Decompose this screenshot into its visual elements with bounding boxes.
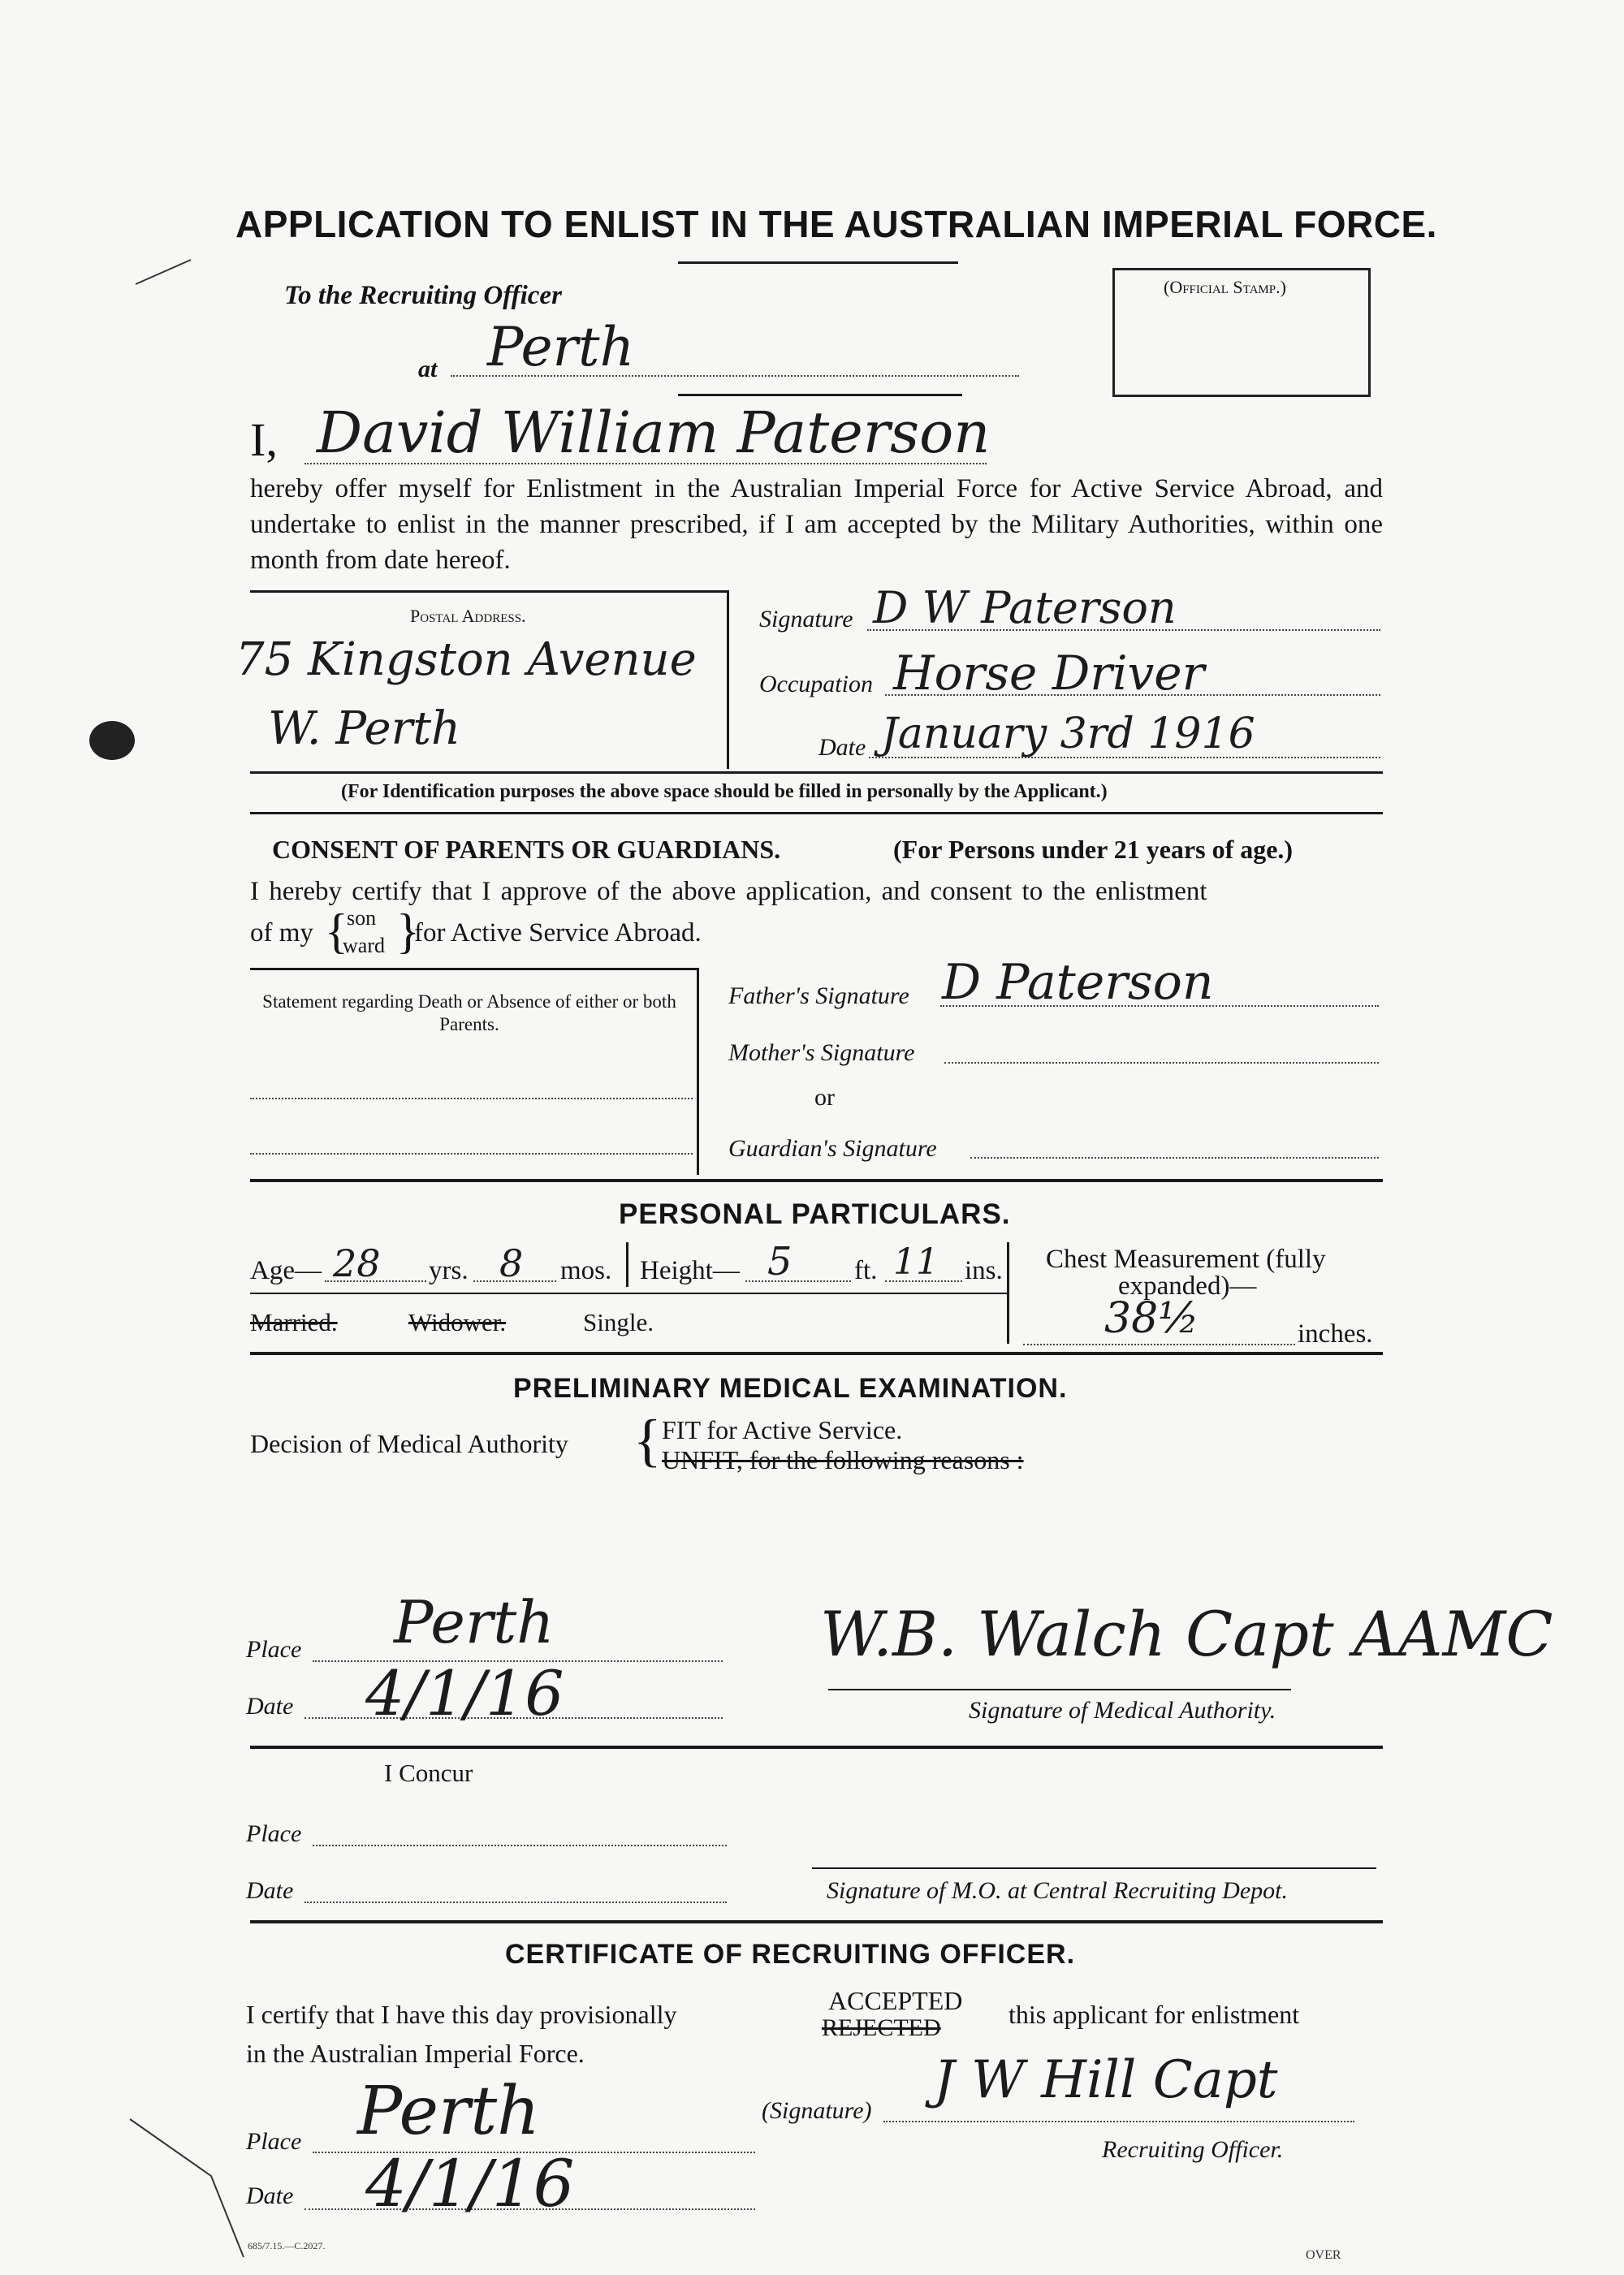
form-title: APPLICATION TO ENLIST IN THE AUSTRALIAN IMPERIAL FORCE. [235,203,1437,245]
single-label: Single. [583,1308,654,1336]
at-label: at [418,356,438,382]
unfit-label: UNFIT, for the following reasons : [662,1445,1024,1474]
personal-mid-rule [250,1293,1008,1294]
medical-date-label: Date [246,1693,294,1720]
mo-signature-rule [812,1867,1376,1869]
concur-date-line [304,1902,727,1903]
guardians-signature-line [970,1157,1379,1159]
inches-label: inches. [1298,1319,1373,1349]
rec-place-value: Perth [357,2073,540,2150]
medical-brace: { [633,1408,662,1473]
yrs-label: yrs. [429,1256,469,1285]
rejected-label: REJECTED [822,2014,941,2041]
medical-date-value: 4/1/16 [365,1657,564,1729]
chest-label-2: expanded)— [1118,1271,1257,1301]
medical-signature-rule [828,1689,1291,1690]
date-label: Date [818,734,866,761]
i-label: I, [250,413,278,466]
offer-paragraph: hereby offer myself for Enlistment in the Australian Imperial Force for Active Service Abroad, and undertake to enlist in the manner prescribed, if I am accepted by the Military Authorities, within one month from date hereof. [250,474,1383,575]
height-in: 11 [893,1241,939,1283]
pencil-mark-left-line [136,260,191,284]
medical-place-value: Perth [394,1588,555,1656]
address-line1: 75 Kingston Avenue [235,633,697,686]
ft-label: ft. [854,1256,878,1285]
mos-label: mos. [560,1256,612,1285]
address-box-top [250,590,729,593]
medical-signature-label: Signature of Medical Authority. [969,1697,1276,1724]
height-ft-line [745,1280,851,1282]
officer-signature-line [883,2121,1354,2122]
certify-text-2: this applicant for enlistment [1009,2000,1300,2029]
pencil-mark-left [134,256,199,288]
address-line2: W. Perth [268,702,461,755]
corner-scribble-path [130,2119,244,2257]
rec-place-label: Place [246,2128,302,2155]
certify-text-1: I certify that I have this day provisionally [246,2000,677,2029]
consent-text-2b: for Active Service Abroad. [414,918,702,948]
concur-place-line [313,1845,727,1846]
consent-heading: CONSENT OF PARENTS OR GUARDIANS. [272,835,781,864]
consent-brace-open: { [325,904,348,958]
concur-rule-bottom [250,1920,1383,1923]
ink-blot [81,714,146,771]
statement-label: Statement regarding Death or Absence of either or both Parents. [262,991,676,1034]
personal-divider-1 [626,1242,628,1287]
fathers-signature-label: Father's Signature [728,982,909,1009]
mothers-signature-line [944,1062,1379,1064]
corner-mark: OVER [1306,2248,1341,2262]
married-label: Married. [250,1308,338,1336]
concur-date-label: Date [246,1877,294,1904]
consent-son: son [347,906,377,930]
medical-signature-value: W.B. Walch Capt AAMC [820,1598,1553,1670]
age-label: Age— [250,1256,322,1285]
consent-text-2a: of my [250,918,313,948]
age-years: 28 [333,1241,381,1285]
statement-line-1 [250,1098,693,1099]
identification-note: (For Identification purposes the above space should be filled in personally by the Applicant.) [341,781,1108,802]
officer-signature-value: J W Hill Capt [934,2050,1278,2110]
height-label: Height— [640,1256,740,1285]
certify-text-3: in the Australian Imperial Force. [246,2039,585,2068]
mothers-signature-label: Mother's Signature [728,1039,915,1066]
or-label: or [814,1084,835,1111]
recruiting-officer-label: Recruiting Officer. [1102,2136,1284,2163]
to-recruiting-officer: To the Recruiting Officer [284,281,562,310]
accepted-label: ACCEPTED [828,1986,963,2015]
widower-label: Widower. [408,1308,507,1336]
personal-heading: PERSONAL PARTICULARS. [619,1198,1011,1230]
applicant-name: David William Paterson [317,399,991,466]
identification-rule-bottom [250,812,1383,814]
consent-ward: ward [343,934,385,957]
medical-place-label: Place [246,1636,302,1663]
rule-under-at [678,394,962,396]
date-value: January 3rd 1916 [881,710,1255,758]
identification-rule-top [250,771,1383,774]
parents-box-top [250,968,697,970]
parents-box-right [697,968,699,1175]
official-stamp-box [1112,268,1371,397]
consent-heading-note: (For Persons under 21 years of age.) [893,835,1294,864]
chest-line [1023,1344,1295,1345]
rec-date-label: Date [246,2182,294,2209]
postal-address-label: Postal Address. [410,606,526,626]
title-underline [678,261,958,264]
chest-label-1: Chest Measurement (fully [1046,1245,1326,1274]
mo-signature-label: Signature of M.O. at Central Recruiting Depot. [827,1877,1288,1904]
occupation-label: Occupation [759,671,873,697]
fit-label: FIT for Active Service. [662,1415,903,1444]
corner-scribble [122,2111,252,2273]
official-stamp-label: (Official Stamp.) [1164,277,1286,297]
officer-signature-label: (Signature) [762,2097,872,2124]
certificate-heading: CERTIFICATE OF RECRUITING OFFICER. [505,1939,1076,1970]
ink-blot-shape [89,721,135,760]
fathers-signature-value: D Paterson [942,954,1214,1011]
consent-text-1: I hereby certify that I approve of the above application, and consent to the enlistment [250,877,1207,906]
address-box-right [727,590,729,769]
consent-brace-close: } [396,904,420,958]
medical-rule-bottom [250,1746,1383,1749]
height-ft: 5 [767,1239,793,1284]
printer-mark: 685/7.15.—C.2027. [248,2240,326,2251]
age-months: 8 [499,1241,524,1285]
medical-heading: PRELIMINARY MEDICAL EXAMINATION. [513,1373,1068,1404]
personal-rule-bottom [250,1352,1383,1355]
at-value: Perth [487,316,635,378]
statement-line-2 [250,1153,693,1155]
medical-decision-label: Decision of Medical Authority [250,1429,568,1458]
ins-label: ins. [965,1256,1003,1285]
concur-label: I Concur [384,1759,473,1787]
concur-place-label: Place [246,1820,302,1847]
chest-value: 38½ [1104,1294,1199,1343]
occupation-value: Horse Driver [893,645,1205,701]
signature-value: D W Paterson [873,582,1177,633]
consent-rule-bottom [250,1179,1383,1182]
rec-date-value: 4/1/16 [365,2146,575,2221]
signature-label: Signature [759,606,853,632]
guardians-signature-label: Guardian's Signature [728,1135,937,1162]
